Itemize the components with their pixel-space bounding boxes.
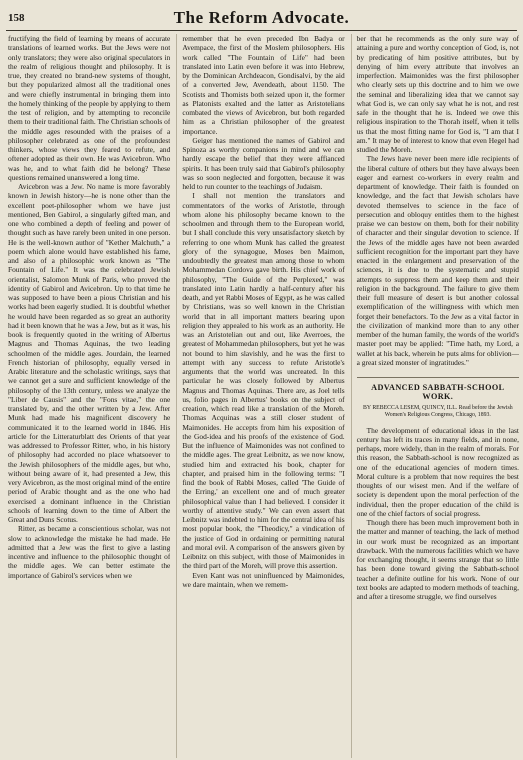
masthead-title: The Reform Advocate.: [173, 8, 350, 27]
paragraph: I shall not mention the translators and commentators of the works of Aristotle, through whom alone his philosophy became known to the schoolmen and through them to the European world, but I shall conclude this very unsatisfactory sketch by referring to one whom Munk has called the greatest glory of the synagogue, Moses ben Maimon, undoubtedly the greatest man among those to whom Mohammedan Cordova gave birth. His chief work of philosophy, "The Guide of the Perplexed," was translated into Latin hardly a half-century after his death, and yet Rabbi Moses of Egypt, as he was called by Christians, was so well known in the Christian world that in all important matters bearing upon religion they appealed to his work as an authority. He was an Aristotelian out and out, like Averroes, the greatest of Mohammedan philosophers, but yet he was not bound to him slavishly, and he was the first to attempt with any success to refute Aristotle's arguments that the world was uncreated. In this particular he was closely followed by Albertus Magnus and Thomas Aquinas. There are, as Joel tells us, folio pages in Albertus' books on the subject of creation, which read like a translation of the Moreh. Thomas Acquinas was a still closer student of Maimonides. He accepts from him his exposition of the God-idea and his proofs of the existence of God. But the influence of Maimonides was not confined to the middle ages. The great Leibnitz, as we now know, studied him and extracted his book, chapter for chapter, and praised him in the following terms: "I find the book of Rabbi Moses, called 'The Guide of the Erring,' an excellent one and of much greater philosophical value than I had believed. I consider it worthy of attentive study." We can even assert that Leibnitz was indebted to him for the central idea of his most popular book, the "Theodicy," a vindication of the justice of God in ordaining or permitting natural and moral evil. A comparison of the answers given by Leibnitz on this subject, with those of Maimonides in the third part of the Moreh, will prove this assertion.: [182, 191, 345, 571]
paragraph: The development of educational ideas in the last century has left its traces in many fields, and in none, perhaps, more widely, than in the realm of morals. For this reason, the Sabbath-school is now recognized as one of the educational agencies of modern times. Moral culture is a problem that now requires the best thoughts of our wisest men. And if the welfare of society is dependent upon the moral perfection of the individual, then the proper education of the child is one of the chief factors of social progress.: [356, 425, 519, 518]
text-columns: [8, 34, 519, 758]
paragraph: ber that he recommends as the only sure way of attaining a pure and worthy conception of God, is, not by predicating of him positive attributes, but by denying of him every attribute that involves an imperfection. Maimonides was the first philosopher who clearly sets up this doctrine and to him we owe the seminal and liberalizing idea that we cannot say what God is, we can only say what he is not, and rest safe in the thought that he is. Indeed we owe this religious inspiration to the Thorah itself, when it tells us that the most fitting name for God is, "I am that I am." It may be of interest to know that even Hegel had studied the Moreh.: [356, 34, 519, 154]
paragraph: fructifying the field of learning by means of accurate translations of learned works. But the Jews were not only translators; they were also original speculators in the realm of religious thought and philosophy. It is true, they created no brand-new systems of thought, but they popularized almost all the traditional ones and were chiefly instrumental in bringing them into the homely thinking of the people by applying to them the test of religion, and by attempting to reconcile them to their traditional faith. The Christian schools of the middle ages resounded with the praises of a philosopher celebrated as one of the profoundest thinkers, whose views they feared to refute, and oftener adopted as their own. He was Avicebron. Who was he, and to what faith did he belong? These questions remained unanswered a long time.: [8, 34, 171, 182]
paragraph: Though there has been much improvement both in the matter and manner of teaching, the lack of method in our work must be recognized as an important drawback. With the numerous facilities which we have for exchanging thought, it seems strange that so little has been done toward giving the Sabbath-school teacher a definite outline for his work. None of our text books are adapted to modern methods of teaching, and after a tiresome struggle, we find ourselves: [356, 518, 519, 601]
paragraph: Avicebron was a Jew. No name is more favorably known in Jewish history—he is none other than the excellent poet-philosopher whom we have just mentioned, Ben Gabirol, a singularly gifted man, and one who combined a depth of feeling and power of thought such as have rarely been united in one person. He is the well-known author of "Kether Malchuth," a poem which alone would have established his fame, and also of a philosophic work known as "The Fountain of Life." It was the celebrated Jewish orientalist, Salomon Munk of Paris, who proved the identity of Gabirol and Avicebron. Up to that time he was supposed to have been a pious Christian and his works had been eagerly studied. It is doubtful whether he would have been regarded as so great an authority had it been known that he was a Jew, but as it was, his book is frequently quoted in the writing of Albertus Magnus and Thomas Aquinas, the two leading schoolmen of the middle ages. Jourdain, the learned French historian of philosophy, equally versed in Arabic literature and the scholastic writings, says that we cannot get a sure and sufficient knowledge of the philosophy of the 13th century, unless we analyze the "Liber de Causis" and the "Fons vitae," the one translated by, and the other written by a Jew. After Munk had made his magnificent discovery he communicated it to the learned world in 1846. His article for the Litteraturblatt des Orients of that year was addressed to Professor Ritter, who, in his history of philosophy had accorded no place whatsoever to the Jewish philosophers of the middle ages, but who, without being aware of it, had presented a Jew, this very Avicebron, as the most original mind of the entire period of Arabic thought and as the one who had exercised a dominant influence in the Christian schools of learning down to the time of Albert the Great and Duns Scotus.: [8, 182, 171, 524]
paragraph: Ritter, as became a conscientious scholar, was not slow to acknowledge the mistake he had made. He admitted that a Jew was the first to give a lasting incentive and influence to the philosophic thought of the middle ages. We can better estimate the importance of Gabirol's services when we: [8, 524, 171, 580]
column-left: [8, 34, 170, 758]
paragraph: remember that he even preceded Ibn Badya or Avempace, the first of the Moslem philosophers. His work called "The Fountain of Life" had been translated into Latin even before it was into Hebrew, by the Dominican Archdeacon, Gondisalvi, by the aid of a converted Jew, Avendeath, about 1150. The Scotists and Thomists both seized upon it, the former as Platonists exalted and the latter as Aristotelians combated the views of Avicebron, but both regarded him as a Christian philosopher of the greatest importance.: [182, 34, 345, 136]
column-right: [351, 34, 519, 758]
article-title: ADVANCED SABBATH-SCHOOL WORK.: [357, 377, 519, 402]
paragraph: Geiger has mentioned the names of Gabirol and Spinoza as worthy companions in mind and we can hardly escape the belief that they were affianced spirits. It has been truly said that Gabirol's philosophy was so soon neglected and forgotten, because it was held to run counter to the teachings of Judaism.: [182, 135, 345, 191]
paragraph: The Jews have never been mere idle recipients of the liberal culture of others but they have always been eager and earnest co-workers in every realm and department of knowledge. Their faith is founded on knowledge, and the fact that Jewish scholars have devoted themselves to science in the face of persecution and obloquy entitles them to the highest praise we can bestow on them, both for their nobility of character and their singular devotion to science. If the Jews of the middle ages have not been awarded sufficient recognition for the important part they have enacted in the enlargement and preservation of the sciences, it is due to the systematic and stupid attempts to suppress them and keep them and their religion in the background. The failure to give them their full measure of desert is but another colossal exemplification of the willingness with which men forget their benefactors. To the Jew as a vital factor in the civilization of mankind more than to any other member of the human family, the words of the world's master poet may be applied: "Time hath, my Lord, a wallet at his back, wherein he puts alms for oblivion—a great sized monster of ingratitudes.": [356, 154, 519, 367]
column-middle: [176, 34, 344, 758]
header-rule: [6, 30, 517, 31]
paragraph: Even Kant was not uninfluenced by Maimonides, we dare maintain, when we remem-: [182, 570, 345, 589]
article-byline: BY REBECCA LESEM, QUINCY, ILL. Read before the Jewish Women's Religious Congress, Chicago, 1893.: [363, 404, 513, 418]
page-number: 158: [8, 12, 25, 24]
